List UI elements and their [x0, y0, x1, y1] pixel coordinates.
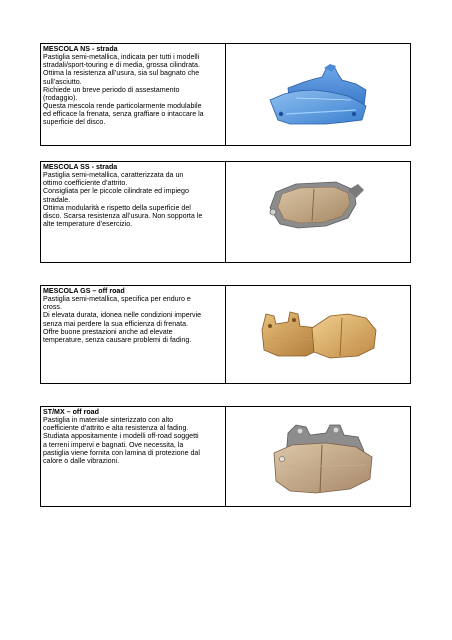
description-line: Di elevata durata, idonea nelle condizioni impervie: [43, 311, 202, 320]
compound-row-ns: [40, 43, 411, 146]
description-line: (rodaggio).: [43, 93, 78, 102]
compound-title: ST/MX – off road: [43, 408, 99, 416]
description-line: pastiglia viene fornita con lamina di protezione dal: [43, 448, 200, 457]
compound-title: MESCOLA GS – off road: [43, 287, 125, 295]
description-line: alte temperature d’esercizio.: [43, 220, 133, 229]
description-line: senza mai perdere la sua efficienza di frenata.: [43, 319, 188, 328]
compound-title: MESCOLA SS - strada: [43, 163, 118, 171]
product-image-cell: [226, 286, 410, 383]
description-line: temperature, senza causare problemi di fading.: [43, 335, 192, 344]
description-line: Pastiglia semi-metallica, specifica per enduro e: [43, 295, 191, 304]
description-line: ottimo coefficiente d’attrito.: [43, 179, 128, 188]
product-image-cell: [226, 44, 410, 145]
description-line: Consigliata per le piccole cilindrate ed impiego: [43, 187, 189, 196]
compound-description-cell: [41, 44, 226, 145]
description-line: Pastiglia semi-metallica, indicata per tutti i modelli: [43, 53, 200, 62]
description-line: Ottima modularità e rispetto della superficie del: [43, 203, 191, 212]
description-line: Offre buone prestazioni anche ad elevate: [43, 327, 173, 336]
compound-description-cell: [41, 286, 226, 383]
description-line: ed efficace la frenata, senza graffiare o intaccare la: [43, 110, 204, 119]
description-line: calore o dalle vibrazioni.: [43, 456, 120, 465]
compound-title: MESCOLA NS - strada: [43, 45, 118, 53]
description-line: Questa mescola rende particolarmente modulabile: [43, 102, 202, 111]
description-line: coefficiente d’attrito e alta resistenza al fading.: [43, 424, 189, 433]
description-line: Richiede un breve periodo di assestamento: [43, 85, 180, 94]
compound-description-cell: [41, 162, 226, 262]
product-image-cell: [226, 162, 410, 262]
compound-row-stmx: [40, 406, 411, 507]
description-line: a terreni impervi e bagnati. Ove necessita, la: [43, 440, 184, 449]
bronze-brake-pads-icon: [226, 286, 410, 383]
compound-row-gs: [40, 285, 411, 384]
description-line: disco. Scarsa resistenza all’usura. Non sopporta le: [43, 211, 203, 220]
description-line: Pastiglia semi-metallica, caratterizzata da un: [43, 171, 184, 180]
description-line: stradali/sport-touring e di media, grossa cilindrata.: [43, 61, 200, 70]
sintered-brake-pad-icon: [226, 162, 410, 262]
compound-row-ss: [40, 161, 411, 263]
product-image-cell: [226, 407, 410, 506]
compound-description-cell: [41, 407, 226, 506]
description-line: Studiata appositamente i modelli off-road soggetti: [43, 432, 199, 441]
blue-brake-pads-icon: [226, 44, 410, 145]
description-line: superficie del disco.: [43, 118, 106, 127]
description-line: Ottima la resistenza all’usura, sia sul bagnato che: [43, 69, 200, 78]
description-line: cross.: [43, 303, 62, 312]
description-line: sull’asciutto.: [43, 77, 82, 86]
sintered-offroad-brake-pads-icon: [226, 407, 410, 506]
description-line: stradale.: [43, 195, 71, 204]
description-line: Pastiglia in materiale sinterizzato con alto: [43, 416, 174, 425]
